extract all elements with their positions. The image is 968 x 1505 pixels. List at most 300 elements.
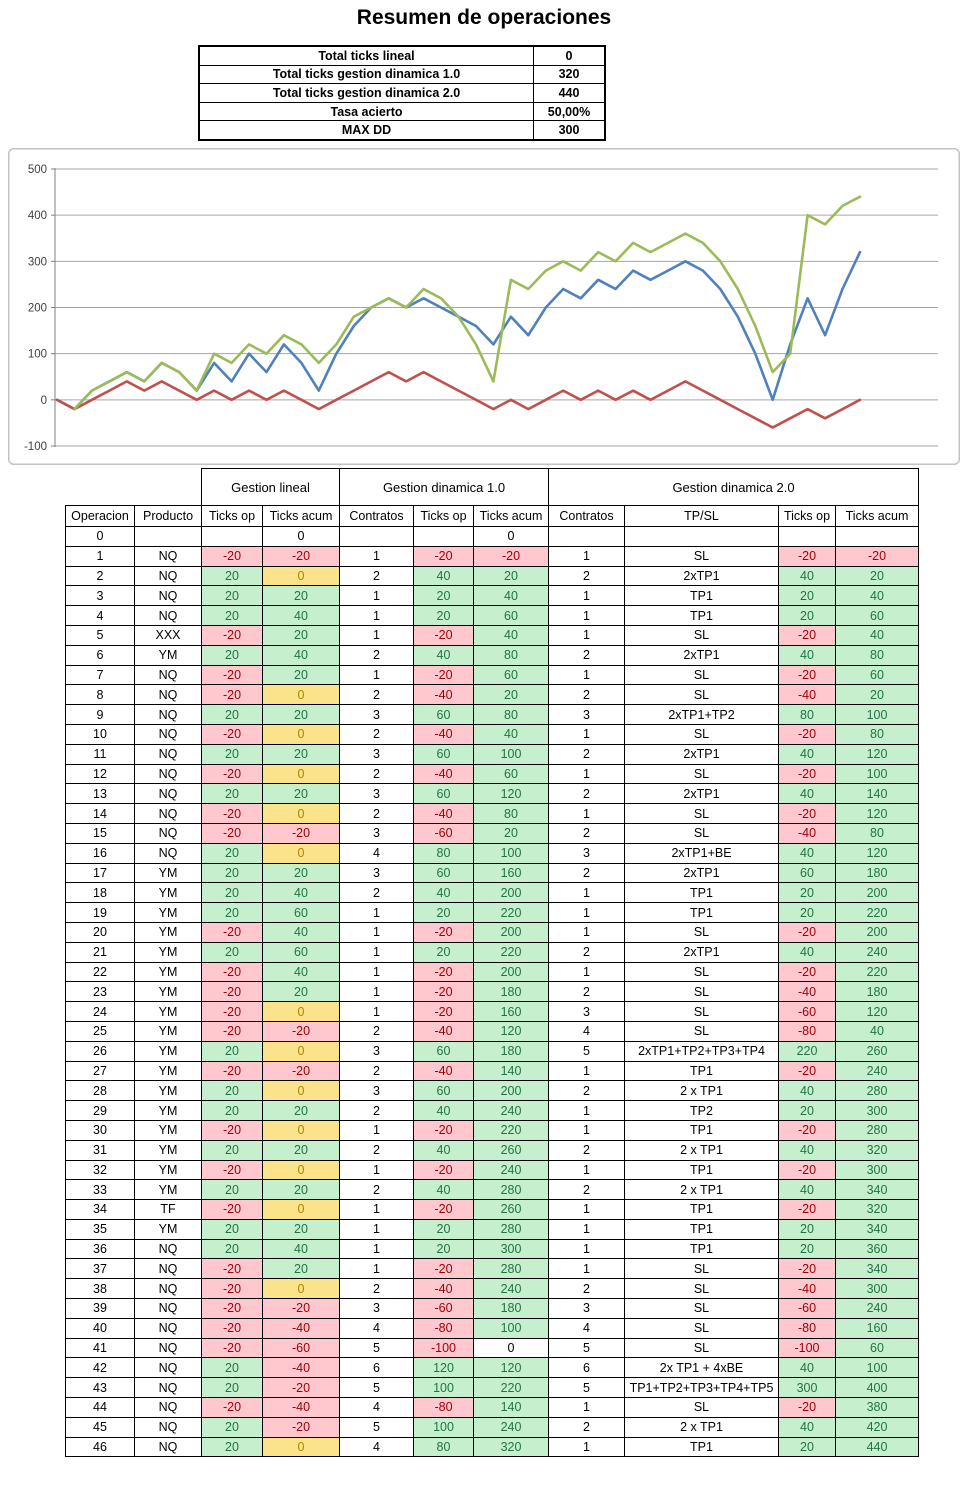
table-cell[interactable]: 300 (836, 1279, 919, 1299)
table-cell[interactable]: 20 (66, 922, 135, 942)
summary-label[interactable]: MAX DD (199, 121, 534, 140)
table-cell[interactable]: 200 (474, 922, 549, 942)
table-cell[interactable]: 100 (414, 1378, 474, 1398)
table-cell[interactable]: -20 (202, 804, 263, 824)
table-cell[interactable]: 60 (836, 665, 919, 685)
column-header[interactable]: Ticks acum (474, 506, 549, 527)
table-cell[interactable]: -80 (779, 1318, 836, 1338)
equity-chart[interactable] (8, 148, 960, 465)
table-cell[interactable]: SL (625, 962, 779, 982)
table-cell[interactable]: SL (625, 1259, 779, 1279)
table-cell[interactable]: -20 (779, 665, 836, 685)
table-cell[interactable]: 0 (263, 1200, 340, 1220)
table-cell[interactable]: 45 (66, 1417, 135, 1437)
table-cell[interactable]: -20 (202, 1200, 263, 1220)
table-cell[interactable]: 320 (836, 1200, 919, 1220)
table-cell[interactable]: -20 (414, 1200, 474, 1220)
table-cell[interactable]: SL (625, 804, 779, 824)
summary-value[interactable]: 300 (534, 121, 606, 140)
table-cell[interactable]: YM (135, 962, 202, 982)
table-cell[interactable]: 20 (202, 1358, 263, 1378)
table-cell[interactable]: 200 (474, 962, 549, 982)
table-cell[interactable]: 160 (474, 1002, 549, 1022)
table-cell[interactable]: 40 (414, 566, 474, 586)
table-cell[interactable] (836, 527, 919, 547)
table-cell[interactable]: 1 (549, 586, 625, 606)
table-cell[interactable]: -20 (202, 962, 263, 982)
table-cell[interactable]: 22 (66, 962, 135, 982)
table-cell[interactable]: 40 (779, 1180, 836, 1200)
table-cell[interactable]: -60 (414, 1299, 474, 1319)
table-cell[interactable]: 1 (340, 1219, 414, 1239)
table-cell[interactable]: YM (135, 1140, 202, 1160)
table-cell[interactable]: 2 (340, 724, 414, 744)
table-cell[interactable]: 20 (263, 705, 340, 725)
table-cell[interactable]: 1 (549, 1101, 625, 1121)
table-cell[interactable]: 0 (66, 527, 135, 547)
table-cell[interactable]: 20 (202, 606, 263, 626)
column-header[interactable]: Ticks acum (263, 506, 340, 527)
table-cell[interactable]: YM (135, 903, 202, 923)
table-cell[interactable]: 60 (414, 1081, 474, 1101)
table-cell[interactable]: -20 (414, 665, 474, 685)
table-cell[interactable]: 2xTP1+TP2 (625, 705, 779, 725)
table-cell[interactable]: -20 (779, 625, 836, 645)
table-cell[interactable]: 100 (414, 1417, 474, 1437)
table-cell[interactable]: 1 (340, 625, 414, 645)
table-cell[interactable]: 240 (836, 1061, 919, 1081)
table-cell[interactable]: 100 (836, 705, 919, 725)
table-cell[interactable]: TP1 (625, 1120, 779, 1140)
table-cell[interactable]: 29 (66, 1101, 135, 1121)
table-cell[interactable] (202, 527, 263, 547)
table-cell[interactable]: SL (625, 665, 779, 685)
table-cell[interactable]: 200 (836, 883, 919, 903)
table-cell[interactable]: NQ (135, 1279, 202, 1299)
table-cell[interactable]: -20 (202, 1160, 263, 1180)
table-cell[interactable]: 2 (340, 685, 414, 705)
table-cell[interactable]: 24 (66, 1002, 135, 1022)
table-cell[interactable]: -80 (779, 1021, 836, 1041)
table-cell[interactable]: 20 (263, 586, 340, 606)
table-cell[interactable]: -40 (263, 1318, 340, 1338)
table-cell[interactable]: 60 (414, 863, 474, 883)
table-cell[interactable]: 1 (549, 764, 625, 784)
table-cell[interactable]: -20 (202, 625, 263, 645)
table-cell[interactable]: 40 (263, 922, 340, 942)
table-cell[interactable]: 9 (66, 705, 135, 725)
table-cell[interactable]: 1 (549, 546, 625, 566)
table-cell[interactable]: 46 (66, 1437, 135, 1457)
table-cell[interactable]: 0 (263, 1160, 340, 1180)
table-cell[interactable]: 20 (202, 744, 263, 764)
table-cell[interactable]: 80 (474, 705, 549, 725)
table-cell[interactable]: -20 (779, 764, 836, 784)
table-cell[interactable]: 2 (340, 764, 414, 784)
table-cell[interactable]: 36 (66, 1239, 135, 1259)
table-cell[interactable]: 2 (340, 645, 414, 665)
table-cell[interactable]: 3 (340, 705, 414, 725)
column-header[interactable]: Ticks op (414, 506, 474, 527)
table-cell[interactable]: YM (135, 1061, 202, 1081)
table-cell[interactable]: 420 (836, 1417, 919, 1437)
table-cell[interactable]: -20 (414, 962, 474, 982)
table-cell[interactable]: 120 (836, 744, 919, 764)
table-cell[interactable]: NQ (135, 546, 202, 566)
table-cell[interactable]: 40 (263, 883, 340, 903)
table-cell[interactable]: 2 x TP1 (625, 1180, 779, 1200)
table-cell[interactable]: 20 (779, 903, 836, 923)
table-cell[interactable]: 13 (66, 784, 135, 804)
table-cell[interactable]: 100 (474, 1318, 549, 1338)
summary-value[interactable]: 320 (534, 65, 606, 84)
table-cell[interactable]: 60 (414, 744, 474, 764)
table-cell[interactable]: 20 (414, 1239, 474, 1259)
table-cell[interactable]: 20 (202, 586, 263, 606)
table-cell[interactable]: YM (135, 863, 202, 883)
table-cell[interactable] (625, 527, 779, 547)
table-cell[interactable]: 4 (340, 1318, 414, 1338)
table-cell[interactable]: 16 (66, 843, 135, 863)
table-cell[interactable]: -20 (202, 546, 263, 566)
table-cell[interactable]: -80 (414, 1318, 474, 1338)
table-cell[interactable]: 340 (836, 1219, 919, 1239)
table-cell[interactable]: 20 (263, 863, 340, 883)
table-cell[interactable]: 80 (474, 645, 549, 665)
table-cell[interactable]: -20 (263, 823, 340, 843)
table-cell[interactable]: 1 (340, 606, 414, 626)
table-cell[interactable]: 1 (549, 606, 625, 626)
table-cell[interactable]: 19 (66, 903, 135, 923)
table-cell[interactable]: 20 (263, 1180, 340, 1200)
table-cell[interactable]: SL (625, 546, 779, 566)
table-cell[interactable]: 40 (474, 586, 549, 606)
table-cell[interactable]: TP1 (625, 1219, 779, 1239)
table-cell[interactable]: 20 (263, 665, 340, 685)
table-cell[interactable]: 20 (202, 1140, 263, 1160)
table-cell[interactable]: SL (625, 625, 779, 645)
summary-value[interactable]: 440 (534, 84, 606, 103)
table-cell[interactable]: 80 (414, 843, 474, 863)
table-cell[interactable]: 3 (340, 1299, 414, 1319)
table-cell[interactable]: -20 (414, 1259, 474, 1279)
table-cell[interactable]: -20 (414, 922, 474, 942)
table-cell[interactable]: 1 (549, 1061, 625, 1081)
table-cell[interactable]: NQ (135, 685, 202, 705)
table-cell[interactable]: 60 (836, 606, 919, 626)
table-cell[interactable]: 1 (549, 1120, 625, 1140)
table-cell[interactable]: 1 (340, 962, 414, 982)
table-cell[interactable]: 3 (549, 1299, 625, 1319)
table-cell[interactable]: 60 (414, 784, 474, 804)
table-cell[interactable]: 280 (836, 1120, 919, 1140)
table-cell[interactable]: -40 (414, 1279, 474, 1299)
table-cell[interactable]: 20 (202, 843, 263, 863)
table-cell[interactable]: 40 (779, 1417, 836, 1437)
table-cell[interactable]: 0 (263, 1437, 340, 1457)
table-cell[interactable]: 20 (263, 1101, 340, 1121)
table-cell[interactable]: SL (625, 1318, 779, 1338)
table-cell[interactable]: 40 (414, 883, 474, 903)
table-cell[interactable]: SL (625, 1002, 779, 1022)
table-cell[interactable]: NQ (135, 823, 202, 843)
table-cell[interactable]: 1 (340, 1239, 414, 1259)
table-cell[interactable]: 0 (263, 1041, 340, 1061)
table-cell[interactable]: 2xTP1 (625, 645, 779, 665)
table-cell[interactable]: -80 (414, 1398, 474, 1418)
table-cell[interactable]: -20 (202, 1021, 263, 1041)
table-cell[interactable]: 360 (836, 1239, 919, 1259)
table-cell[interactable]: 2 (549, 744, 625, 764)
table-cell[interactable]: -40 (263, 1398, 340, 1418)
table-cell[interactable]: 440 (836, 1437, 919, 1457)
table-cell[interactable]: 20 (202, 1437, 263, 1457)
table-cell[interactable]: -20 (779, 1160, 836, 1180)
table-cell[interactable]: NQ (135, 1398, 202, 1418)
table-cell[interactable]: 43 (66, 1378, 135, 1398)
group-header[interactable]: Gestion dinamica 1.0 (340, 469, 549, 506)
table-cell[interactable]: 7 (66, 665, 135, 685)
table-cell[interactable]: 220 (836, 962, 919, 982)
table-cell[interactable]: 41 (66, 1338, 135, 1358)
table-cell[interactable]: 4 (549, 1318, 625, 1338)
table-cell[interactable]: TP1 (625, 1200, 779, 1220)
table-cell[interactable]: 40 (414, 1180, 474, 1200)
table-cell[interactable]: 17 (66, 863, 135, 883)
table-cell[interactable]: 0 (263, 685, 340, 705)
table-cell[interactable]: -60 (779, 1299, 836, 1319)
table-cell[interactable]: 2 (340, 804, 414, 824)
table-cell[interactable]: 1 (340, 665, 414, 685)
table-cell[interactable]: -40 (779, 685, 836, 705)
summary-label[interactable]: Total ticks gestion dinamica 1.0 (199, 65, 534, 84)
table-cell[interactable]: -20 (202, 1318, 263, 1338)
column-header[interactable]: Producto (135, 506, 202, 527)
table-cell[interactable]: 20 (202, 903, 263, 923)
table-cell[interactable]: 300 (474, 1239, 549, 1259)
table-cell[interactable]: 80 (836, 823, 919, 843)
table-cell[interactable]: 20 (202, 1081, 263, 1101)
table-cell[interactable]: 220 (474, 1120, 549, 1140)
table-cell[interactable]: 23 (66, 982, 135, 1002)
table-cell[interactable]: -40 (779, 823, 836, 843)
table-cell[interactable]: 2 x TP1 (625, 1081, 779, 1101)
table-cell[interactable]: 20 (202, 1180, 263, 1200)
table-cell[interactable]: 1 (340, 1160, 414, 1180)
table-cell[interactable]: TP1 (625, 586, 779, 606)
table-cell[interactable]: 4 (340, 843, 414, 863)
table-cell[interactable]: 5 (549, 1041, 625, 1061)
table-cell[interactable]: 40 (779, 744, 836, 764)
table-cell[interactable]: 3 (66, 586, 135, 606)
table-cell[interactable]: 20 (836, 685, 919, 705)
table-cell[interactable]: 1 (549, 962, 625, 982)
table-cell[interactable]: 6 (66, 645, 135, 665)
table-cell[interactable]: -20 (202, 823, 263, 843)
table-cell[interactable]: -40 (414, 1021, 474, 1041)
table-cell[interactable]: 2xTP1 (625, 863, 779, 883)
table-cell[interactable]: SL (625, 1279, 779, 1299)
table-cell[interactable]: -20 (414, 1120, 474, 1140)
table-cell[interactable]: 20 (202, 1219, 263, 1239)
table-cell[interactable]: 60 (836, 1338, 919, 1358)
table-cell[interactable]: 60 (414, 705, 474, 725)
table-cell[interactable]: 280 (836, 1081, 919, 1101)
table-cell[interactable]: 400 (836, 1378, 919, 1398)
table-cell[interactable]: 27 (66, 1061, 135, 1081)
table-cell[interactable]: NQ (135, 606, 202, 626)
table-cell[interactable]: 20 (202, 1239, 263, 1259)
table-cell[interactable]: 20 (263, 982, 340, 1002)
table-cell[interactable]: 20 (263, 1259, 340, 1279)
table-cell[interactable]: 3 (340, 1041, 414, 1061)
table-cell[interactable]: YM (135, 982, 202, 1002)
table-cell[interactable]: 180 (836, 863, 919, 883)
table-cell[interactable]: 1 (340, 942, 414, 962)
table-cell[interactable]: -60 (263, 1338, 340, 1358)
table-cell[interactable]: 2xTP1+TP2+TP3+TP4 (625, 1041, 779, 1061)
table-cell[interactable]: YM (135, 922, 202, 942)
table-cell[interactable]: SL (625, 823, 779, 843)
table-cell[interactable]: NQ (135, 1299, 202, 1319)
table-cell[interactable]: 40 (779, 843, 836, 863)
table-cell[interactable]: 20 (202, 1378, 263, 1398)
table-cell[interactable]: 4 (340, 1437, 414, 1457)
table-cell[interactable]: 39 (66, 1299, 135, 1319)
table-cell[interactable]: 120 (836, 843, 919, 863)
table-cell[interactable]: 2 (549, 823, 625, 843)
table-cell[interactable]: 40 (779, 1081, 836, 1101)
table-cell[interactable]: TP1 (625, 1239, 779, 1259)
column-header[interactable]: Ticks op (779, 506, 836, 527)
table-cell[interactable]: 320 (474, 1437, 549, 1457)
table-cell[interactable]: 5 (549, 1378, 625, 1398)
table-cell[interactable]: 20 (202, 1101, 263, 1121)
table-cell[interactable]: 2 x TP1 (625, 1417, 779, 1437)
table-cell[interactable]: 6 (340, 1358, 414, 1378)
table-cell[interactable]: 80 (779, 705, 836, 725)
table-cell[interactable]: -20 (263, 1021, 340, 1041)
table-cell[interactable]: 200 (836, 922, 919, 942)
table-cell[interactable]: TP1+TP2+TP3+TP4+TP5 (625, 1378, 779, 1398)
table-cell[interactable]: 21 (66, 942, 135, 962)
table-cell[interactable]: SL (625, 1338, 779, 1358)
table-cell[interactable]: -20 (202, 685, 263, 705)
column-header[interactable]: Operacion (66, 506, 135, 527)
table-cell[interactable]: 80 (836, 645, 919, 665)
table-cell[interactable]: 2xTP1 (625, 942, 779, 962)
table-cell[interactable]: 120 (474, 784, 549, 804)
table-cell[interactable]: 220 (474, 1378, 549, 1398)
table-cell[interactable]: 31 (66, 1140, 135, 1160)
table-cell[interactable]: 0 (263, 804, 340, 824)
table-cell[interactable]: YM (135, 1101, 202, 1121)
table-cell[interactable]: 0 (263, 1120, 340, 1140)
table-cell[interactable]: 1 (66, 546, 135, 566)
table-cell[interactable]: 1 (549, 1398, 625, 1418)
table-cell[interactable]: 40 (474, 625, 549, 645)
table-cell[interactable]: 40 (779, 942, 836, 962)
table-cell[interactable]: 32 (66, 1160, 135, 1180)
table-cell[interactable]: -20 (202, 1259, 263, 1279)
table-cell[interactable]: 1 (549, 1219, 625, 1239)
table-cell[interactable]: 40 (414, 1101, 474, 1121)
summary-label[interactable]: Total ticks lineal (199, 46, 534, 65)
table-cell[interactable]: 2 (549, 1140, 625, 1160)
table-cell[interactable]: YM (135, 942, 202, 962)
table-cell[interactable]: 60 (414, 1041, 474, 1061)
table-cell[interactable]: 2 (340, 566, 414, 586)
table-cell[interactable]: 2xTP1+BE (625, 843, 779, 863)
table-cell[interactable]: SL (625, 764, 779, 784)
table-cell[interactable]: 20 (836, 566, 919, 586)
table-cell[interactable]: 0 (263, 724, 340, 744)
table-cell[interactable]: 2 (549, 1279, 625, 1299)
table-cell[interactable]: 0 (263, 843, 340, 863)
table-cell[interactable]: 60 (779, 863, 836, 883)
table-cell[interactable]: 340 (836, 1180, 919, 1200)
table-cell[interactable]: 35 (66, 1219, 135, 1239)
table-cell[interactable] (549, 527, 625, 547)
table-cell[interactable]: 2 x TP1 (625, 1140, 779, 1160)
table-cell[interactable]: 20 (779, 1437, 836, 1457)
summary-value[interactable]: 50,00% (534, 102, 606, 121)
table-cell[interactable]: 40 (474, 724, 549, 744)
table-cell[interactable]: 1 (549, 724, 625, 744)
table-cell[interactable]: 20 (779, 1219, 836, 1239)
table-cell[interactable]: 380 (836, 1398, 919, 1418)
table-cell[interactable]: 2 (549, 1081, 625, 1101)
table-cell[interactable]: 200 (474, 1081, 549, 1101)
table-cell[interactable]: NQ (135, 1437, 202, 1457)
table-cell[interactable]: 1 (340, 1002, 414, 1022)
table-cell[interactable]: 180 (474, 1299, 549, 1319)
table-cell[interactable]: YM (135, 1219, 202, 1239)
table-cell[interactable]: 20 (414, 1219, 474, 1239)
table-cell[interactable]: -20 (779, 922, 836, 942)
table-cell[interactable]: -20 (202, 1398, 263, 1418)
table-cell[interactable]: 33 (66, 1180, 135, 1200)
table-cell[interactable]: 120 (836, 1002, 919, 1022)
table-cell[interactable]: 20 (414, 586, 474, 606)
table-cell[interactable]: 20 (414, 942, 474, 962)
table-cell[interactable]: -20 (202, 724, 263, 744)
table-cell[interactable]: 20 (263, 1140, 340, 1160)
table-cell[interactable]: 20 (474, 566, 549, 586)
table-cell[interactable]: 80 (474, 804, 549, 824)
column-header[interactable]: Contratos (549, 506, 625, 527)
table-cell[interactable]: YM (135, 645, 202, 665)
table-cell[interactable]: 40 (779, 645, 836, 665)
table-cell[interactable]: 20 (779, 606, 836, 626)
table-cell[interactable]: 2 (549, 942, 625, 962)
table-cell[interactable]: 20 (202, 942, 263, 962)
table-cell[interactable]: 240 (836, 942, 919, 962)
table-cell[interactable]: 0 (474, 1338, 549, 1358)
table-cell[interactable] (340, 527, 414, 547)
table-cell[interactable]: NQ (135, 1239, 202, 1259)
table-cell[interactable]: NQ (135, 566, 202, 586)
table-cell[interactable]: 20 (202, 863, 263, 883)
table-cell[interactable]: 20 (474, 823, 549, 843)
table-cell[interactable]: 4 (66, 606, 135, 626)
table-cell[interactable]: TP1 (625, 606, 779, 626)
table-cell[interactable]: -100 (414, 1338, 474, 1358)
table-cell[interactable]: NQ (135, 586, 202, 606)
table-cell[interactable]: 1 (549, 804, 625, 824)
table-cell[interactable]: 20 (263, 1219, 340, 1239)
table-cell[interactable]: 280 (474, 1180, 549, 1200)
